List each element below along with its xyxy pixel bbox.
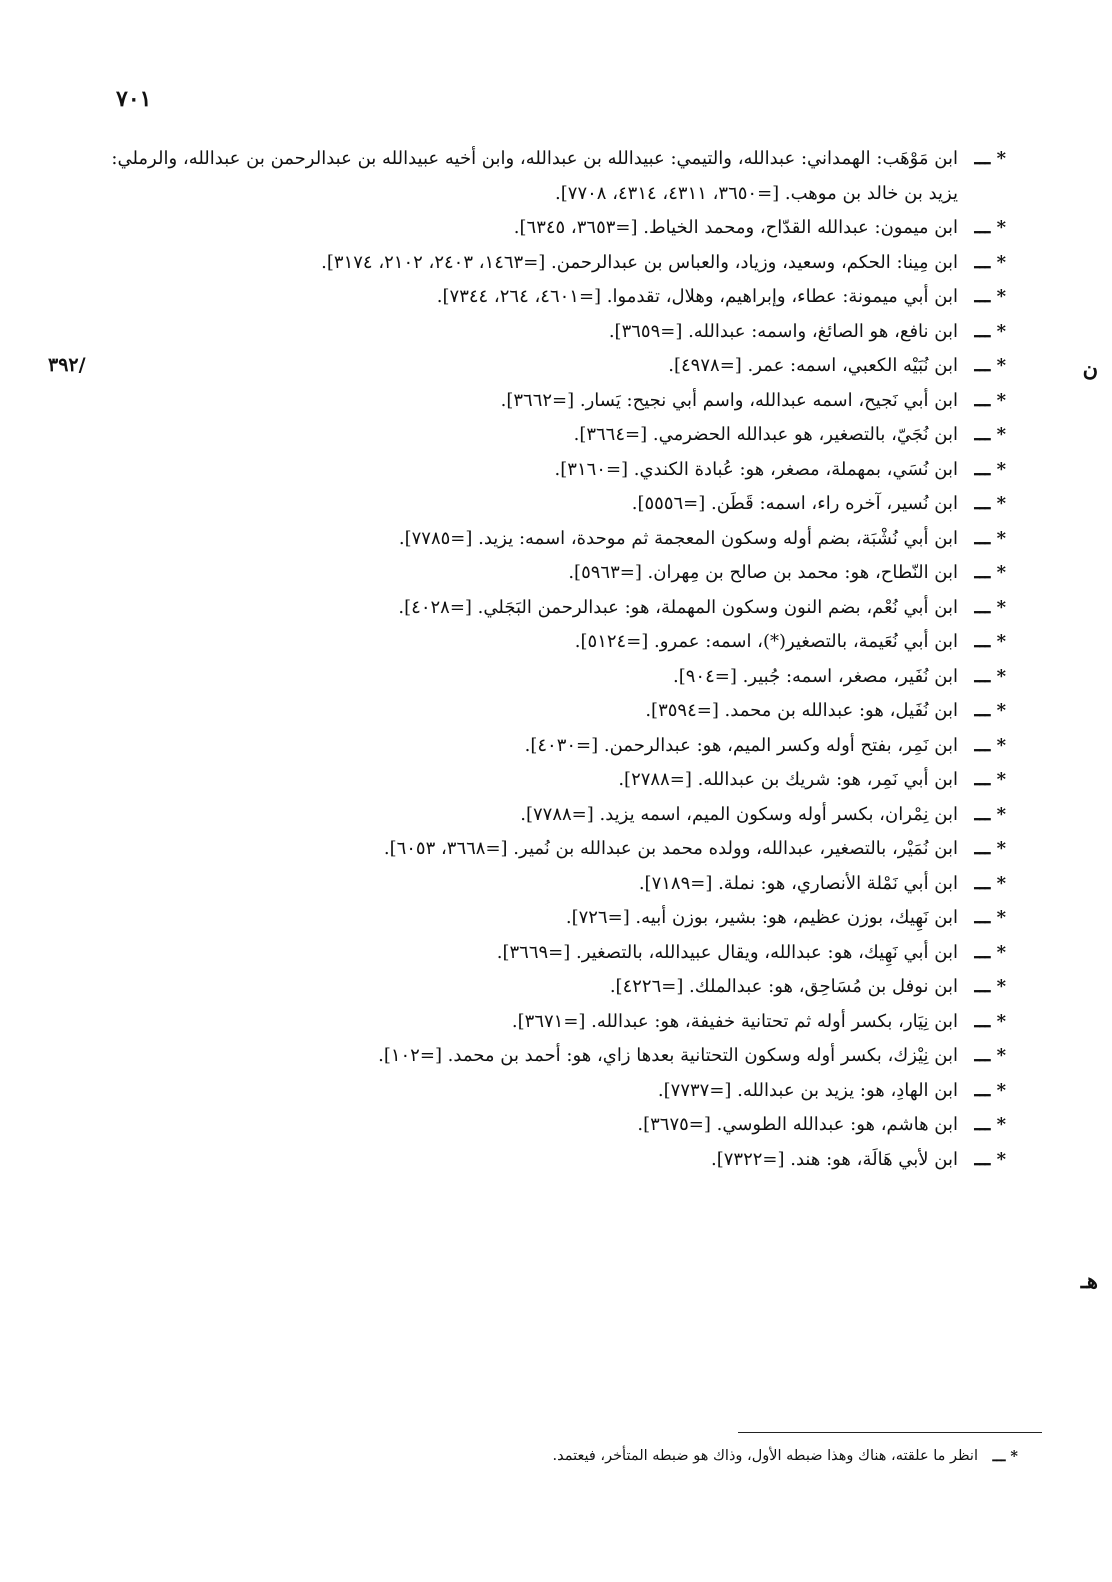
list-item <box>106 798 1006 833</box>
entry-text: ابن نُسير، آخره راء، اسمه: قَطَن. [=٥٥٥٦]. <box>631 493 958 514</box>
entry-marker: * ـــ <box>974 665 1006 687</box>
entry-marker: * ـــ <box>974 631 1006 652</box>
margin-reference: /٣٩٢ <box>48 354 86 376</box>
entry-marker: * ـــ <box>974 286 1006 307</box>
entry-text: ابن نُمَيْر، بالتصغير، عبدالله، وولده محمد بن عبدالله بن نُمير. [=٣٦٦٨، ٦٠٥٣]. <box>383 838 958 859</box>
entry-text: ابن نُفَيل، هو: عبدالله بن محمد. [=٣٥٩٤]. <box>645 700 958 721</box>
entries-list <box>106 142 1006 1177</box>
entry-text: ابن أبي نُعْم، بضم النون وسكون المهملة، هو: عبدالرحمن البَجَلي. [=٤٠٢٨]. <box>398 596 958 618</box>
entry-text: ابن مَوْهَب: الهمداني: عبدالله، والتيمي: عبيدالله بن عبدالله، وابن أخيه عبيدالله بن عبدالرحمن بن عبدالله، والرملي: يزيد بن خالد بن موهب. [=٣٦٥٠، ٤٣١١، ٤٣١٤، ٧٧٠٨]. <box>111 148 958 204</box>
list-item <box>106 729 1006 764</box>
entry-text: ابن نوفل بن مُسَاحِق، هو: عبدالملك. [=٤٢٢٦]. <box>609 976 958 997</box>
list-item <box>106 142 1006 211</box>
list-item <box>106 660 1006 695</box>
entry-marker: * ـــ <box>974 355 1006 376</box>
list-item <box>106 556 1006 591</box>
side-letter-ha: هـ <box>1080 1268 1098 1293</box>
entry-text: ابن أبي نَمِر، هو: شريك بن عبدالله. [=٢٧٨٨]. <box>618 769 958 790</box>
list-item <box>106 487 1006 522</box>
list-item <box>106 349 1006 384</box>
entry-marker: * ـــ <box>974 941 1006 963</box>
list-item <box>106 970 1006 1005</box>
entry-marker: * ـــ <box>974 1045 1006 1066</box>
list-item <box>106 211 1006 246</box>
entry-text: ابن أبي نُعَيمة، بالتصغير(*)، اسمه: عمرو. [=٥١٢٤]. <box>574 631 958 652</box>
list-item <box>106 384 1006 419</box>
footnote-divider <box>738 1432 1042 1433</box>
list-item <box>106 1074 1006 1109</box>
list-item <box>106 418 1006 453</box>
entry-text: ابن نُجَيّ، بالتصغير، هو عبدالله الحضرمي. [=٣٦٦٤]. <box>573 424 958 445</box>
entry-text: ابن الهادِ، هو: يزيد بن عبدالله. [=٧٧٣٧]. <box>657 1079 958 1101</box>
list-item <box>106 1005 1006 1040</box>
list-item <box>106 694 1006 729</box>
list-item <box>106 901 1006 936</box>
list-item <box>106 1143 1006 1178</box>
list-item <box>106 832 1006 867</box>
entry-text: ابن نِيْزك، بكسر أوله وسكون التحتانية بعدها زاي، هو: أحمد بن محمد. [=١٠٢]. <box>378 1045 958 1066</box>
entry-text: ابن النّطاح، هو: محمد بن صالح بن مِهران. [=٥٩٦٣]. <box>568 562 958 583</box>
entry-marker: * ـــ <box>974 1079 1006 1101</box>
entry-marker: * ـــ <box>974 838 1006 859</box>
entry-text: ابن أبي ميمونة: عطاء، وإبراهيم، وهلال، تقدموا. [=٤٦٠١، ٢٦٤، ٧٣٤٤]. <box>436 286 958 307</box>
entry-marker: * ـــ <box>974 1010 1006 1032</box>
list-item <box>106 867 1006 902</box>
entry-marker: * ـــ <box>974 320 1006 342</box>
entry-text: ابن نَمِر، بفتح أوله وكسر الميم، هو: عبدالرحمن. [=٤٠٣٠]. <box>524 734 958 756</box>
list-item <box>106 315 1006 350</box>
entry-marker: * ـــ <box>974 562 1006 583</box>
entry-text: ابن أبي نُشْبَة، بضم أوله وسكون المعجمة ثم موحدة، اسمه: يزيد. [=٧٧٨٥]. <box>398 527 958 549</box>
entry-marker: * ـــ <box>974 872 1006 894</box>
entry-marker: * ـــ <box>974 148 1006 169</box>
entry-text: ابن أبي نَمْلة الأنصاري، هو: نملة. [=٧١٨٩]. <box>638 872 958 894</box>
list-item <box>106 280 1006 315</box>
list-item <box>106 591 1006 626</box>
list-item <box>106 522 1006 557</box>
entry-marker: * ـــ <box>974 527 1006 549</box>
entry-text: ابن نُفَير، مصغر، اسمه: جُبير. [=٩٠٤]. <box>672 665 958 687</box>
entry-text: ابن مِينا: الحكم، وسعيد، وزياد، والعباس بن عبدالرحمن. [=١٤٦٣، ٢٤٠٣، ٢١٠٢، ٣١٧٤]. <box>321 251 958 273</box>
entry-text: ابن لأبي هَالَة، هو: هند. [=٧٣٢٢]. <box>711 1148 958 1170</box>
entry-text: ابن ميمون: عبدالله القدّاح، ومحمد الخياط. [=٣٦٥٣، ٦٣٤٥]. <box>513 217 958 238</box>
entry-marker: * ـــ <box>974 1114 1006 1135</box>
list-item <box>106 1039 1006 1074</box>
entry-text: ابن نُبَيْه الكعبي، اسمه: عمر. [=٤٩٧٨]. <box>668 355 958 376</box>
entry-marker: * ـــ <box>974 700 1006 721</box>
entry-marker: * ـــ <box>974 907 1006 928</box>
footnote <box>118 1448 1018 1465</box>
entry-marker: * ـــ <box>974 734 1006 756</box>
page-number: ٧٠١ <box>116 86 152 112</box>
entry-marker: * ـــ <box>974 251 1006 273</box>
list-item <box>106 453 1006 488</box>
footnote-marker: * ـــ <box>992 1448 1018 1465</box>
entry-marker: * ـــ <box>974 217 1006 238</box>
list-item <box>106 763 1006 798</box>
entry-marker: * ـــ <box>974 493 1006 514</box>
side-letter-nun: ن <box>1082 356 1098 381</box>
entry-marker: * ـــ <box>974 769 1006 790</box>
entry-marker: * ـــ <box>974 596 1006 618</box>
entry-marker: * ـــ <box>974 803 1006 825</box>
list-item <box>106 1108 1006 1143</box>
entry-marker: * ـــ <box>974 976 1006 997</box>
list-item <box>106 936 1006 971</box>
entry-marker: * ـــ <box>974 424 1006 445</box>
entry-marker: * ـــ <box>974 458 1006 480</box>
entry-text: ابن نِيَار، بكسر أوله ثم تحتانية خفيفة، هو: عبدالله. [=٣٦٧١]. <box>511 1010 958 1032</box>
entry-text: ابن نَهِيك، بوزن عظيم، هو: بشير، بوزن أبيه. [=٧٢٦]. <box>565 907 958 928</box>
entry-text: ابن نُسَي، بمهملة، مصغر، هو: عُبادة الكندي. [=٣١٦٠]. <box>554 458 958 480</box>
entry-text: ابن هاشم، هو: عبدالله الطوسي. [=٣٦٧٥]. <box>637 1114 958 1135</box>
list-item <box>106 246 1006 281</box>
entry-text: ابن أبي نَجيح، اسمه عبدالله، واسم أبي نجيح: يَسار. [=٣٦٦٢]. <box>500 389 958 411</box>
footnote-text: انظر ما علقته، هناك وهذا ضبطه الأول، وذاك هو ضبطه المتأخر، فيعتمد. <box>552 1448 978 1464</box>
entry-marker: * ـــ <box>974 1148 1006 1170</box>
entry-text: ابن أبي نَهِيك، هو: عبدالله، ويقال عبيدالله، بالتصغير. [=٣٦٦٩]. <box>496 941 958 963</box>
entry-text: ابن نِمْران، بكسر أوله وسكون الميم، اسمه يزيد. [=٧٧٨٨]. <box>520 803 958 825</box>
entry-text: ابن نافع، هو الصائغ، واسمه: عبدالله. [=٣٦٥٩]. <box>608 320 958 342</box>
list-item <box>106 625 1006 660</box>
entry-marker: * ـــ <box>974 389 1006 411</box>
